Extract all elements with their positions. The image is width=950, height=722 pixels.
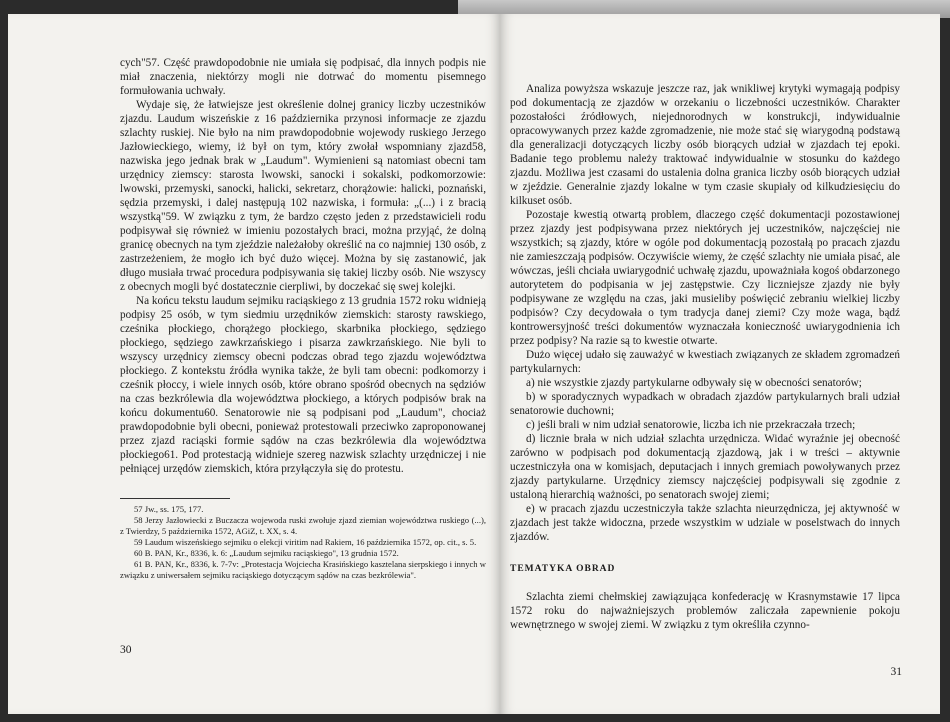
list-item-c: c) jeśli brali w nim udział senatorowie, liczba ich nie przekraczała trzech;: [526, 419, 856, 431]
left-paragraph-1: cych"57. Część prawdopodobnie nie umiała się podpisać, dla innych podpis nie miał znaczenia, niektórzy mogli nie dotrwać do momentu pisemnego formułowania uchwały.: [120, 57, 486, 97]
list-item-d: d) licznie brała w nich udział szlachta urzędnicza. Widać wyraźnie jej obecność zarówno w podpisach pod dokumentacją zjazdową, jak i w treści – aktywnie uczestniczyła ona w komisjach, deputacjach i innych gremiach powoływanych przez zjazdy partykularne. Urzędnicy ziemscy najczęściej podpisywali się zgodnie z ustaloną hierarchią ważności, po senatorach swojej ziemi;: [510, 433, 900, 501]
footnote-57: 57 Jw., ss. 175, 177.: [134, 504, 204, 514]
left-page: [8, 14, 500, 714]
footnote-60: 60 B. PAN, Kr., 8336, k. 6: „Laudum sejmiku raciąskiego", 13 grudnia 1572.: [134, 548, 399, 558]
page-number-left: 30: [120, 644, 132, 656]
left-paragraph-3: Na końcu tekstu laudum sejmiku raciąskiego z 13 grudnia 1572 roku widnieją podpisy 25 osób, w tym siedmiu urzędników ziemskich: starosty rawskiego, cześnika płockiego, chorążego płockiego, skarbnika płockiego, sędziego płockiego, sędziego zawkrzańskiego i pisarza zawkrzańskiego. Nie byli to wszyscy urzędnicy ziemscy obecni podczas obrad tego zjazdu województwa płockiego. Z kontekstu źródła wynika także, że byli tam obecni: podkomorzy i cześnik płoccy, i wiele innych osób, które obrano spośród obecnych na sędziów na czas bezkrólewia dla województwa płockiego, a których podpisów brak na końcu dokumentu60. Senatorowie nie są podpisani pod „Laudum", chociaż prawdopodobnie byli obecni, ponieważ protestowali przeciwko zaproponowanej przez zjazd raciąski formie sądów na czas bezkrólewia dla województwa płockiego61. Pod protestacją widnieje szereg nazwisk szlachty urzędniczej i nie pełniącej urzędów ziemskich, która przyłączyła się do protestu.: [120, 295, 486, 475]
footnote-59: 59 Laudum wiszeńskiego sejmiku o elekcji viritim nad Rakiem, 16 października 1572, op. cit., s. 5.: [134, 537, 477, 547]
footnote-58: 58 Jerzy Jazłowiecki z Buczacza wojewoda ruski zwołuje zjazd ziemian województwa ruskiego (...), z Twierdzy, 5 października 1572, AGiZ, t. XX, s. 4.: [120, 515, 486, 536]
list-item-e: e) w pracach zjazdu uczestniczyła także szlachta nieurzędnicza, jej aktywność w zjazdach jest także widoczna, przede wszystkim w udziale w poselstwach do innych zjazdów.: [510, 503, 900, 543]
right-page-text: [510, 82, 900, 632]
footnote-61: 61 B. PAN, Kr., 8336, k. 7-7v: „Protestacja Wojciecha Krasińskiego kasztelana sierpskiego i innych w związku z uniwersałem sejmiku raciąskiego dotyczącym sądów na czas bezkrólewia".: [120, 559, 486, 580]
footnotes: [120, 504, 486, 581]
right-paragraph-2: Pozostaje kwestią otwartą problem, dlaczego część dokumentacji pozostawionej przez zjazdy jest podpisywana przez niektórych jej uczestników, najczęściej nie wszystkich; są zjazdy, które w ogóle pod dokumentacją pozostałą po pracach zjazdu nie zamieszczają podpisów. Oczywiście wiemy, że część szlachty nie umiała pisać, ale wówczas, jeśli chciała uwiarygodnić uchwałę zjazdu, upoważniała kogoś obdarzonego autorytetem do podpisania w jej zastępstwie. Czy liczniejsze zjazdy nie były podpisywane ze względu na czas, jaki musieliby poświęcić zebraniu wielkiej liczby podpisów? Czy decydowała o tym tradycja danej ziemi? Czy może waga, bądź kontrowersyjność treści dokumentów wyznaczała konieczność uwiarygodnienia ich przez podpisy? Na razie są to kwestie otwarte.: [510, 209, 900, 347]
list-item-b: b) w sporadycznych wypadkach w obradach zjazdów partykularnych brali udział senatorowie duchowni;: [510, 391, 900, 417]
page-number-right: 31: [890, 666, 902, 678]
left-paragraph-2: Wydaje się, że łatwiejsze jest określenie dolnej granicy liczby uczestników zjazdu. Laudum wiszeńskie z 16 października przynosi informacje ze zjazdu szlachty ruskiej. Nie było na nim prawdopodobnie wojewody ruskiego Jerzego Jazłowieckiego, wiemy, iż był on tym, który zwołał wspomniany zjazd58, nazwiska jego jednak brak w „Laudum". Wymienieni są natomiast obecni tam urzędnicy ziemscy: starosta lwowski, sanocki i sokalski, podkomorzowie: lwowski, przemyski, sanocki, halicki, sekretarz, chorążowie: halicki, poznański, sędzia przemyski, i dalej następują 102 nazwiska, i formuła: „(...) i z bracią wszystką"59. W związku z tym, że bardzo często jeden z przedstawicieli rodu podpisywał się również w imieniu pozostałych braci, można przyjąć, że dolną granicę obecnych na tym zjeździe należałoby określić na co najmniej 130 osób, z zastrzeżeniem, że mogło ich być dużo więcej. Można by się zastanowić, jak długo musiała trwać procedura podpisywania się takiej liczby osób. Nie wszyscy z obecnych mogli być dostatecznie cierpliwi, by doczekać się swej kolejki.: [120, 99, 486, 293]
right-paragraph-3: Dużo więcej udało się zauważyć w kwestiach związanych ze składem zgromadzeń partykularnych:: [510, 349, 900, 375]
list-item-a: a) nie wszystkie zjazdy partykularne odbywały się w obecności senatorów;: [526, 377, 862, 389]
right-page: [500, 14, 940, 714]
left-page-text: [120, 56, 486, 476]
right-paragraph-1: Analiza powyższa wskazuje jeszcze raz, jak wnikliwej krytyki wymagają podpisy pod dokumentacją ze zjazdów w orzekaniu o liczebności uczestników. Charakter pozostałości źródłowych, niejednorodnych w konstrukcji, indywidualnie opracowywanych przez każde zgromadzenie, nie może stać się wiarygodną podstawą dla generalizacji dotyczących liczby osób biorących udział w zjazdach tej epoki. Badanie tego problemu należy traktować indywidualnie w stosunku do każdego zjazdu. Możliwa jest czasami do ustalenia dolna granica liczby osób biorących udział w zjeździe. Generalnie zjazdy lokalne w tym czasie skupiały od kilkudziesięciu do kilkuset osób.: [510, 83, 900, 207]
footnote-divider: [120, 498, 230, 499]
right-paragraph-final: Szlachta ziemi chełmskiej zawiązująca konfederację w Krasnymstawie 17 lipca 1572 roku do najważniejszych problemów zaliczała zapewnienie pokoju wewnętrznego w swojej ziemi. W związku z tym określiła czynno-: [510, 591, 900, 631]
section-heading: TEMATYKA OBRAD: [510, 564, 616, 574]
